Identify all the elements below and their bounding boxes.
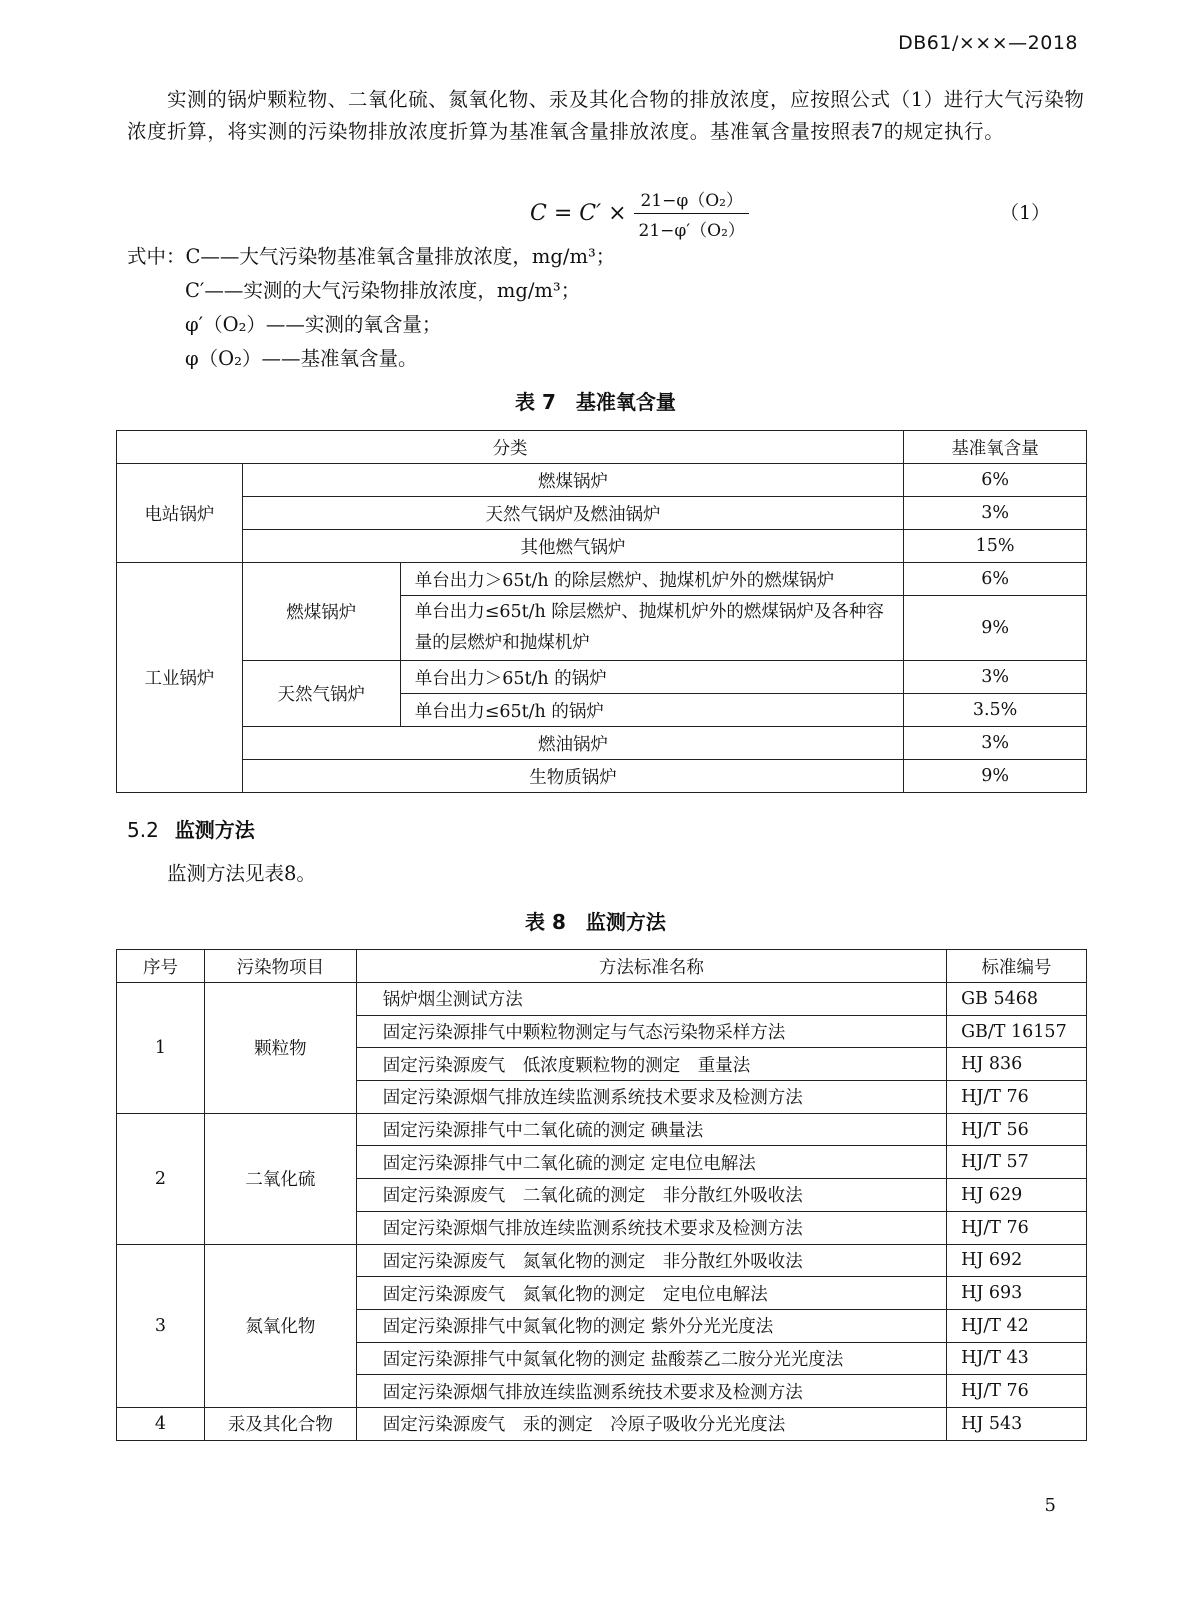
- table-row: [117, 1244, 1087, 1277]
- table-header: 标准编号: [947, 950, 1087, 983]
- table-row: [117, 464, 1087, 497]
- table-cell: 单台出力≤65t/h 除层燃炉、抛煤机炉外的燃煤锅炉及各种容量的层燃炉和抛煤机炉: [400, 596, 903, 661]
- row-number-cell: 1: [117, 983, 205, 1114]
- intro-paragraph: 实测的锅炉颗粒物、二氧化硫、氮氧化物、汞及其化合物的排放浓度，应按照公式（1）进行大气污染物浓度折算，将实测的污染物排放浓度折算为基准氧含量排放浓度。基准氧含量按照表7的规定执行。: [127, 88, 1085, 143]
- table-row: [117, 950, 1087, 983]
- table-cell: 生物质锅炉: [242, 760, 903, 793]
- method-cell: 固定污染源排气中氮氧化物的测定 紫外分光光度法: [356, 1309, 946, 1342]
- table-cell: 3%: [904, 661, 1087, 694]
- table8: [116, 949, 1087, 1441]
- table-cell: 单台出力＞65t/h 的除层燃炉、抛煤机炉外的燃煤锅炉: [400, 563, 903, 596]
- method-cell: 固定污染源废气 氮氧化物的测定 定电位电解法: [356, 1277, 946, 1310]
- table7: [116, 430, 1087, 793]
- method-cell: 固定污染源排气中二氧化硫的测定 碘量法: [356, 1113, 946, 1146]
- standard-code-cell: HJ/T 43: [947, 1342, 1087, 1375]
- section-number: 5.2: [127, 818, 159, 842]
- formula-fraction: [633, 186, 751, 241]
- row-number-cell: 3: [117, 1244, 205, 1407]
- method-cell: 固定污染源烟气排放连续监测系统技术要求及检测方法: [356, 1211, 946, 1244]
- definition-line: 式中：C——大气污染物基准氧含量排放浓度，mg/m³；: [127, 245, 616, 268]
- definition-line: φ（O₂）——基准氧含量。: [185, 347, 418, 370]
- table-header: 污染物项目: [204, 950, 356, 983]
- table-cell: 天然气锅炉及燃油锅炉: [242, 497, 903, 530]
- standard-code-cell: GB/T 16157: [947, 1015, 1087, 1048]
- standard-code-cell: HJ 693: [947, 1277, 1087, 1310]
- table-row: [117, 983, 1087, 1016]
- table-row: [117, 497, 1087, 530]
- formula-denominator: 21−φ′（O₂）: [638, 221, 745, 241]
- definition-line: C′——实测的大气污染物排放浓度，mg/m³；: [185, 279, 581, 302]
- table7-caption: 表 7 基准氧含量: [515, 390, 676, 414]
- table-cell: 单台出力＞65t/h 的锅炉: [400, 661, 903, 694]
- table-row: [117, 760, 1087, 793]
- table-cell: 9%: [904, 760, 1087, 793]
- row-number-cell: 4: [117, 1407, 205, 1440]
- table-row: [117, 563, 1087, 596]
- document-code: DB61/×××—2018: [898, 32, 1078, 54]
- method-cell: 固定污染源废气 氮氧化物的测定 非分散红外吸收法: [356, 1244, 946, 1277]
- standard-code-cell: GB 5468: [947, 983, 1087, 1016]
- row-number-cell: 2: [117, 1113, 205, 1244]
- method-cell: 固定污染源废气 二氧化硫的测定 非分散红外吸收法: [356, 1179, 946, 1212]
- table-cell: 燃煤锅炉: [242, 464, 903, 497]
- standard-code-cell: HJ 629: [947, 1179, 1087, 1212]
- method-cell: 固定污染源排气中二氧化硫的测定 定电位电解法: [356, 1146, 946, 1179]
- method-cell: 固定污染源废气 汞的测定 冷原子吸收分光光度法: [356, 1407, 946, 1440]
- subcategory-cell: 天然气锅炉: [242, 661, 400, 727]
- pollutant-cell: 二氧化硫: [204, 1113, 356, 1244]
- table-row: [117, 1407, 1087, 1440]
- table-cell: 9%: [904, 596, 1087, 661]
- section-title: 监测方法: [174, 818, 255, 842]
- category-cell: 电站锅炉: [117, 464, 243, 563]
- standard-code-cell: HJ 836: [947, 1048, 1087, 1081]
- category-cell: 工业锅炉: [117, 563, 243, 793]
- table-row: [117, 727, 1087, 760]
- page-number: 5: [1044, 1495, 1056, 1516]
- standard-code-cell: HJ/T 57: [947, 1146, 1087, 1179]
- standard-code-cell: HJ/T 76: [947, 1375, 1087, 1408]
- method-cell: 固定污染源废气 低浓度颗粒物的测定 重量法: [356, 1048, 946, 1081]
- formula-1: [530, 186, 751, 241]
- standard-code-cell: HJ/T 42: [947, 1309, 1087, 1342]
- pollutant-cell: 氮氧化物: [204, 1244, 356, 1407]
- table-header: 分类: [117, 431, 904, 464]
- pollutant-cell: 汞及其化合物: [204, 1407, 356, 1440]
- table-cell: 3%: [904, 497, 1087, 530]
- section-heading: [127, 814, 255, 843]
- table-row: [117, 1113, 1087, 1146]
- definition-line: φ′（O₂）——实测的氧含量；: [185, 313, 442, 336]
- subcategory-cell: 燃煤锅炉: [242, 563, 400, 661]
- method-cell: 固定污染源排气中颗粒物测定与气态污染物采样方法: [356, 1015, 946, 1048]
- section-text: 监测方法见表8。: [167, 862, 316, 885]
- table8-caption: 表 8 监测方法: [525, 910, 666, 934]
- standard-code-cell: HJ/T 76: [947, 1211, 1087, 1244]
- table-row: [117, 661, 1087, 694]
- formula-lhs: C = C′ ×: [530, 201, 627, 226]
- formula-numerator: 21−φ（O₂）: [634, 186, 749, 214]
- table-header: 基准氧含量: [904, 431, 1087, 464]
- method-cell: 固定污染源烟气排放连续监测系统技术要求及检测方法: [356, 1375, 946, 1408]
- table-cell: 6%: [904, 563, 1087, 596]
- standard-code-cell: HJ/T 56: [947, 1113, 1087, 1146]
- table-row: [117, 431, 1087, 464]
- method-cell: 固定污染源烟气排放连续监测系统技术要求及检测方法: [356, 1081, 946, 1114]
- standard-code-cell: HJ 543: [947, 1407, 1087, 1440]
- standard-code-cell: HJ 692: [947, 1244, 1087, 1277]
- table-row: [117, 530, 1087, 563]
- table-cell: 单台出力≤65t/h 的锅炉: [400, 694, 903, 727]
- table-cell: 燃油锅炉: [242, 727, 903, 760]
- table-cell: 其他燃气锅炉: [242, 530, 903, 563]
- pollutant-cell: 颗粒物: [204, 983, 356, 1114]
- standard-code-cell: HJ/T 76: [947, 1081, 1087, 1114]
- formula-definitions: [127, 240, 615, 376]
- table-header: 序号: [117, 950, 205, 983]
- formula-number: （1）: [1000, 202, 1051, 224]
- table-header: 方法标准名称: [356, 950, 946, 983]
- method-cell: 固定污染源排气中氮氧化物的测定 盐酸萘乙二胺分光光度法: [356, 1342, 946, 1375]
- table-cell: 15%: [904, 530, 1087, 563]
- table-cell: 3%: [904, 727, 1087, 760]
- method-cell: 锅炉烟尘测试方法: [356, 983, 946, 1016]
- table-cell: 6%: [904, 464, 1087, 497]
- table-cell: 3.5%: [904, 694, 1087, 727]
